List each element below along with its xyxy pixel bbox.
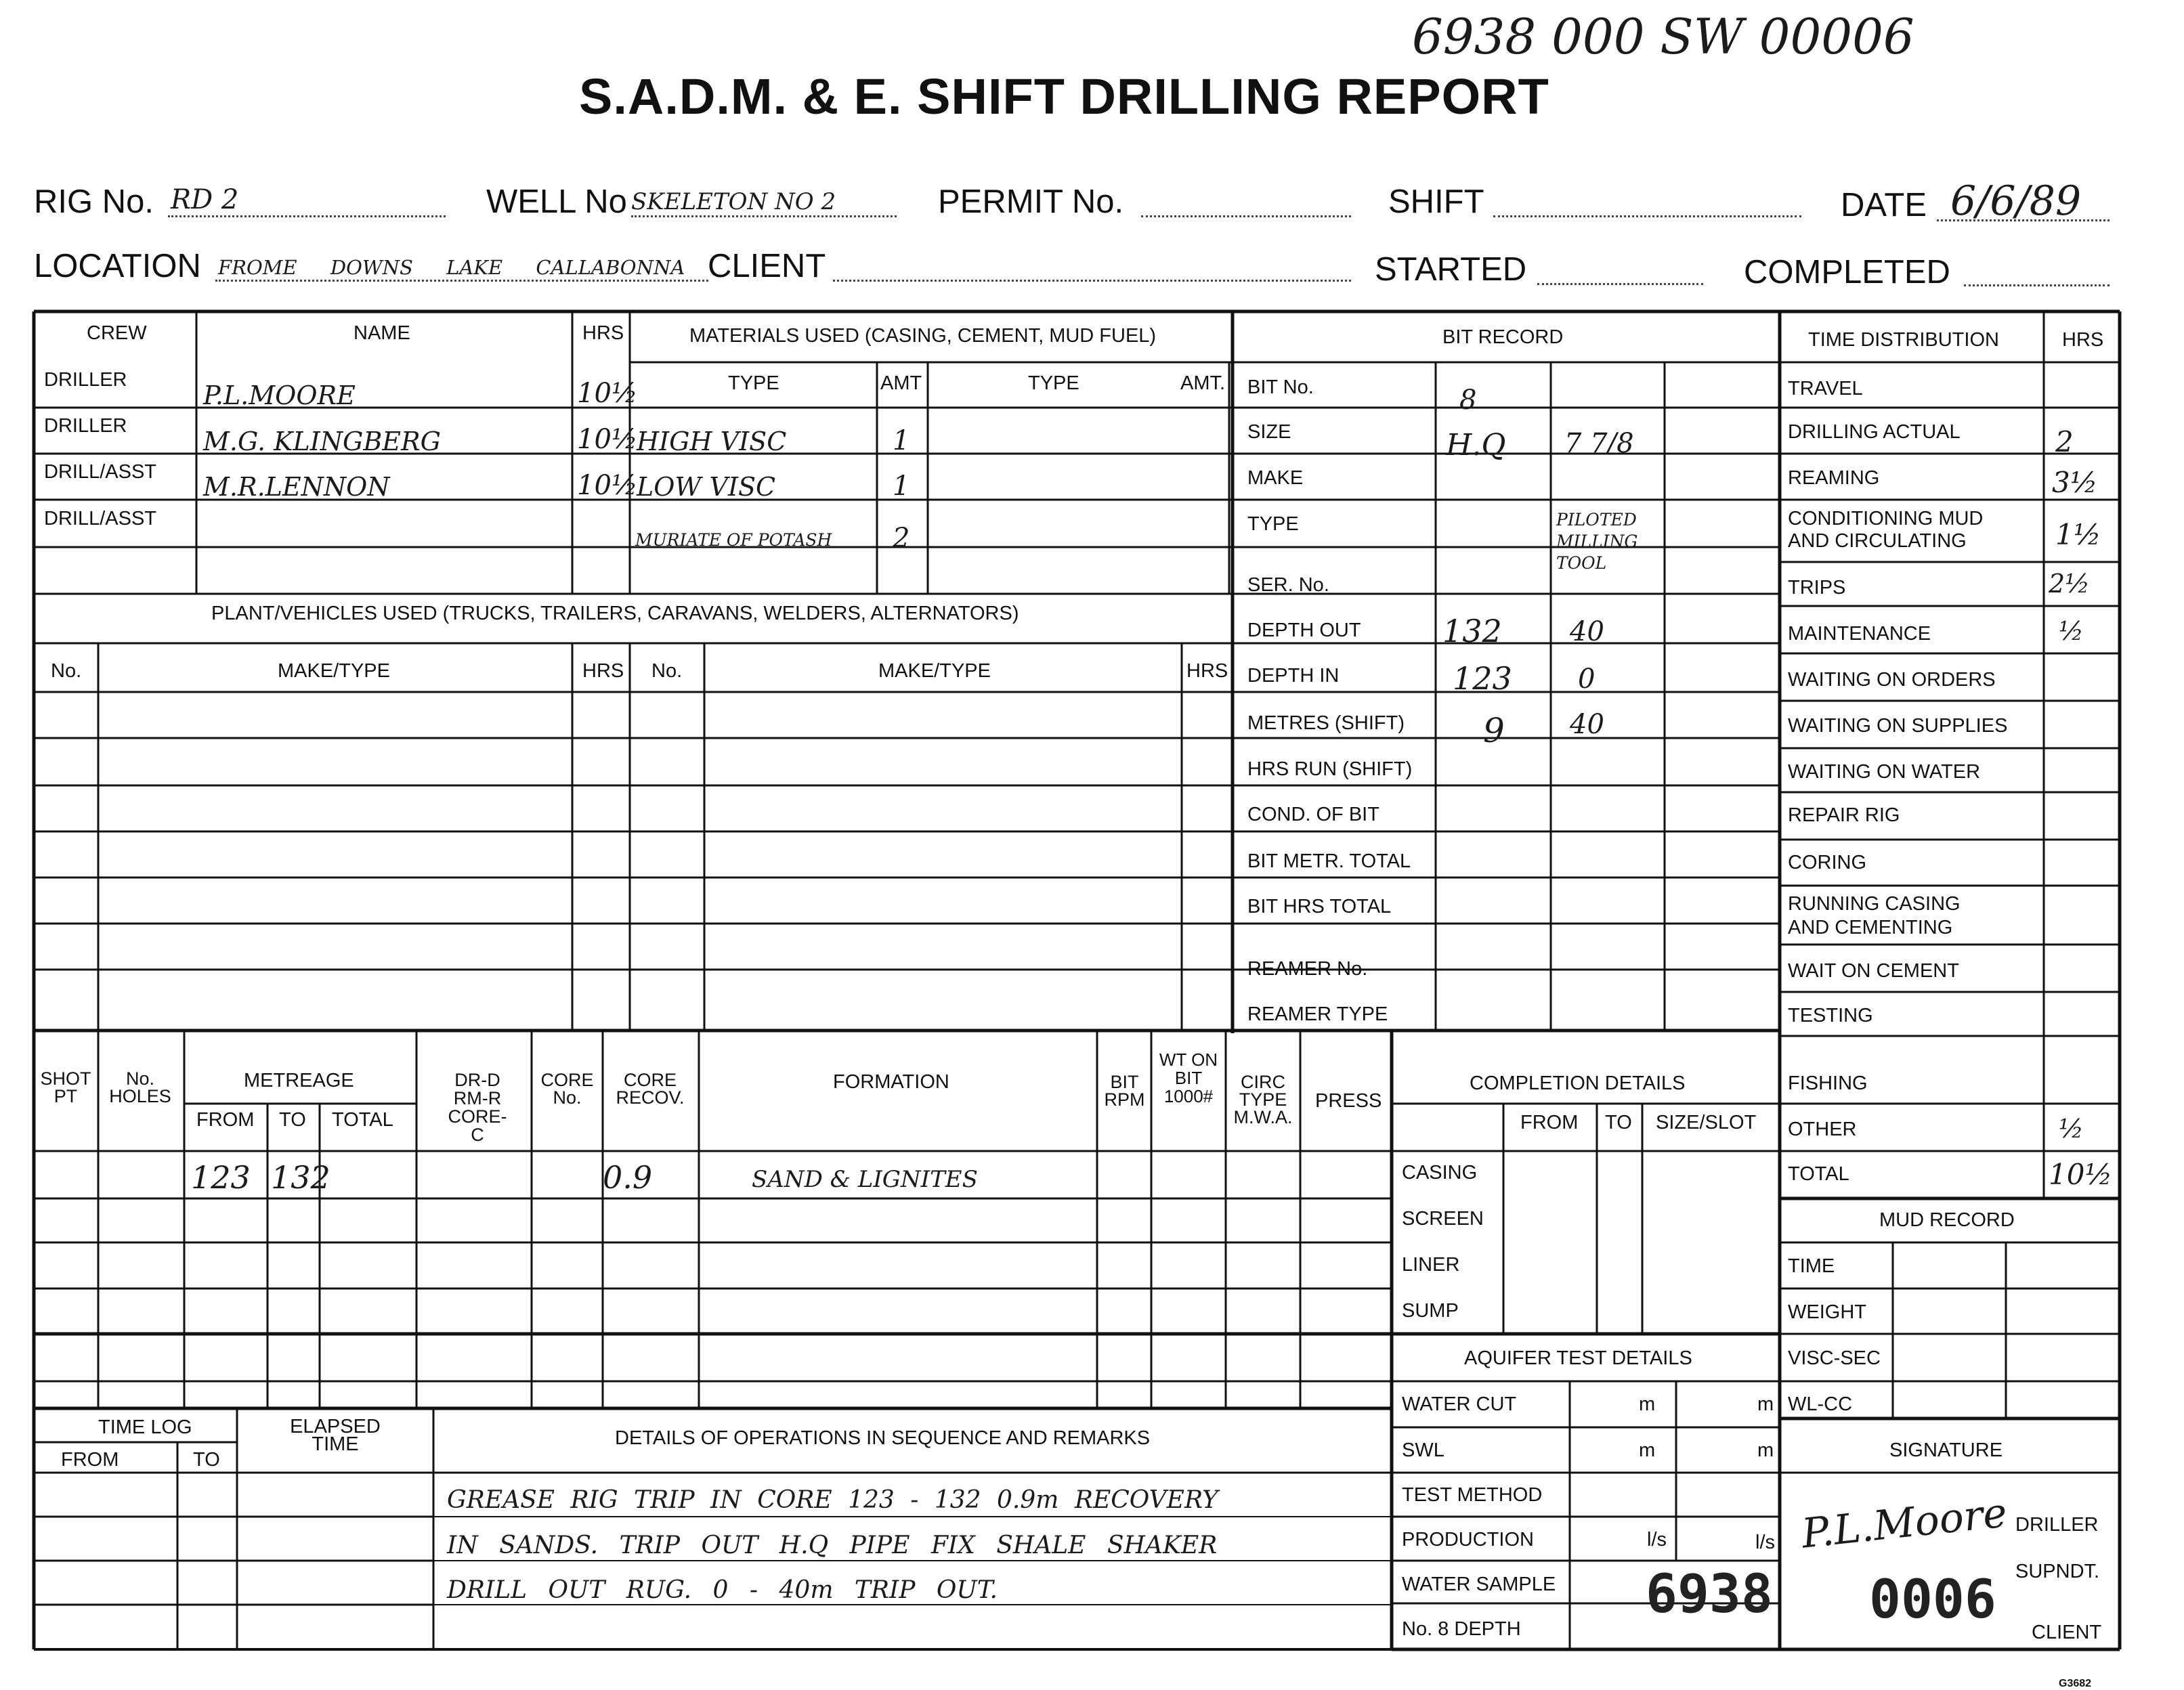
- mud-record-header: MUD RECORD: [1879, 1209, 2015, 1231]
- bit-label-10: COND. OF BIT: [1247, 804, 1379, 825]
- hrs-header: HRS: [582, 322, 624, 344]
- td-label-maintenance: MAINTENANCE: [1788, 623, 1931, 645]
- crew-role-3: DRILL/ASST: [44, 461, 156, 483]
- signature-driller-label: DRILLER: [2015, 1514, 2099, 1536]
- plant-make-header-1: MAKE/TYPE: [278, 660, 390, 682]
- plant-no-header-2: No.: [651, 660, 683, 682]
- td-label-travel: TRAVEL: [1788, 378, 1863, 399]
- aquifer-unit-m-4: m: [1757, 1439, 1774, 1461]
- metreage-header: METREAGE: [244, 1070, 354, 1091]
- location-value: FROME DOWNS LAKE CALLABONNA: [218, 256, 685, 279]
- signature-supndt-label: SUPNDT.: [2015, 1561, 2100, 1582]
- material-amt-4: 2: [893, 523, 910, 554]
- date-value: 6/6/89: [1950, 177, 2082, 225]
- time-dist-header: TIME DISTRIBUTION: [1808, 329, 1999, 351]
- bit-label-12: BIT HRS TOTAL: [1247, 896, 1392, 917]
- signature-client-label: CLIENT: [2032, 1622, 2102, 1643]
- crew-header: CREW: [87, 322, 147, 344]
- bit-rpm-header: BIT RPM: [1104, 1072, 1145, 1110]
- log-to-value: 132: [271, 1159, 330, 1196]
- plant-hrs-header-2: HRS: [1186, 660, 1228, 682]
- date-label: DATE: [1841, 187, 1927, 223]
- started-label: STARTED: [1375, 251, 1527, 288]
- plant-header: PLANT/VEHICLES USED (TRUCKS, TRAILERS, CARAVANS, WELDERS, ALTERNATORS): [211, 603, 1019, 624]
- crew-hrs-1: 10½: [577, 378, 638, 409]
- completion-from-header: FROM: [1520, 1112, 1579, 1133]
- time-log-from-header: FROM: [61, 1449, 119, 1471]
- bit-label-1: BIT No.: [1247, 376, 1314, 398]
- bit-label-8: METRES (SHIFT): [1247, 712, 1405, 734]
- crew-role-1: DRILLER: [44, 369, 127, 391]
- depth-in-value-1: 123: [1453, 660, 1512, 697]
- td-hrs-maintenance: ½: [2059, 616, 2084, 646]
- metres-value-2: 40: [1570, 709, 1604, 740]
- td-hrs-total: 10½: [2049, 1158, 2113, 1191]
- wt-on-bit-header: WT ON BIT 1000#: [1159, 1049, 1218, 1106]
- driller-signature: P.L.Moore: [1799, 1489, 2009, 1558]
- aquifer-unit-ls-2: l/s: [1755, 1532, 1775, 1553]
- aquifer-water-cut: WATER CUT: [1402, 1393, 1517, 1415]
- completion-liner: LINER: [1402, 1254, 1460, 1276]
- td-label-other: OTHER: [1788, 1119, 1857, 1140]
- rig-value: RD 2: [171, 184, 239, 215]
- td-label-conditioning: CONDITIONING MUD AND CIRCULATING: [1788, 508, 1984, 552]
- aquifer-unit-m-2: m: [1757, 1393, 1774, 1415]
- mud-visc: VISC-SEC: [1788, 1347, 1881, 1369]
- material-type2-header: TYPE: [1028, 372, 1079, 394]
- td-label-repair: REPAIR RIG: [1788, 804, 1900, 826]
- crew-hrs-3: 10½: [577, 470, 638, 501]
- well-label: WELL No: [486, 183, 627, 220]
- td-label-trips: TRIPS: [1788, 577, 1846, 599]
- aquifer-header: AQUIFER TEST DETAILS: [1464, 1347, 1692, 1369]
- aquifer-no8-depth: No. 8 DEPTH: [1402, 1618, 1521, 1640]
- td-label-running-casing: RUNNING CASING AND CEMENTING: [1788, 893, 1961, 938]
- log-recov-value: 0.9: [603, 1159, 653, 1196]
- material-amt2-header: AMT.: [1180, 372, 1226, 394]
- completion-sump: SUMP: [1402, 1300, 1459, 1322]
- details-line-1: GREASE RIG TRIP IN CORE 123 - 132 0.9m RECOVERY: [447, 1486, 1218, 1514]
- td-label-orders: WAITING ON ORDERS: [1788, 669, 1996, 691]
- bit-label-3: MAKE: [1247, 467, 1304, 489]
- core-recov-header: CORE RECOV.: [616, 1070, 685, 1108]
- page-title: S.A.D.M. & E. SHIFT DRILLING REPORT: [579, 68, 1549, 125]
- circ-type-header: CIRC TYPE M.W.A.: [1233, 1072, 1293, 1127]
- crew-hrs-2: 10½: [577, 424, 638, 455]
- td-label-supplies: WAITING ON SUPPLIES: [1788, 715, 2008, 737]
- td-label-testing: TESTING: [1788, 1005, 1873, 1026]
- crew-name-2: M.G. KLINGBERG: [203, 427, 442, 456]
- depth-out-value-2: 40: [1570, 616, 1604, 647]
- metres-value-1: 9: [1483, 711, 1505, 750]
- aquifer-unit-ls-1: l/s: [1647, 1529, 1667, 1551]
- td-label-fishing: FISHING: [1788, 1072, 1868, 1094]
- depth-in-value-2: 0: [1578, 664, 1596, 695]
- mud-wl: WL-CC: [1788, 1393, 1853, 1415]
- form-code: G3682: [2059, 1678, 2092, 1689]
- bit-record-header: BIT RECORD: [1442, 326, 1564, 348]
- metreage-from-header: FROM: [196, 1109, 255, 1131]
- bit-label-4: TYPE: [1247, 513, 1299, 535]
- bit-label-5: SER. No.: [1247, 574, 1329, 596]
- td-hrs-trips: 2½: [2049, 569, 2091, 599]
- completed-label: COMPLETED: [1744, 254, 1950, 290]
- bit-label-2: SIZE: [1247, 421, 1291, 443]
- plant-no-header-1: No.: [51, 660, 82, 682]
- td-hrs-other: ½: [2059, 1114, 2084, 1144]
- details-line-2: IN SANDS. TRIP OUT H.Q PIPE FIX SHALE SHAKER: [447, 1532, 1218, 1559]
- crew-role-2: DRILLER: [44, 415, 127, 437]
- details-header: DETAILS OF OPERATIONS IN SEQUENCE AND REMARKS: [615, 1427, 1151, 1449]
- crew-name-3: M.R.LENNON: [203, 472, 390, 502]
- material-type-2: HIGH VISC: [637, 427, 787, 456]
- material-type-4: MURIATE OF POTASH: [635, 530, 832, 550]
- permit-label: PERMIT No.: [938, 183, 1124, 220]
- document-id: 6938 000 SW 00006: [1412, 8, 1914, 65]
- material-type-header: TYPE: [728, 372, 779, 394]
- formation-header: FORMATION: [833, 1071, 949, 1093]
- plant-hrs-header-1: HRS: [582, 660, 624, 682]
- bit-label-6: DEPTH OUT: [1247, 620, 1361, 641]
- elapsed-time-header: ELAPSED TIME: [290, 1416, 381, 1455]
- aquifer-test-method: TEST METHOD: [1402, 1484, 1543, 1506]
- completion-casing: CASING: [1402, 1162, 1478, 1184]
- bit-size-value-2: 7 7/8: [1564, 428, 1634, 459]
- bit-label-13: REAMER No.: [1247, 958, 1368, 980]
- mud-weight: WEIGHT: [1788, 1301, 1866, 1323]
- well-value: SKELETON NO 2: [631, 188, 836, 215]
- materials-header: MATERIALS USED (CASING, CEMENT, MUD FUEL): [689, 325, 1157, 347]
- td-label-coring: CORING: [1788, 852, 1866, 873]
- press-header: PRESS: [1315, 1090, 1382, 1112]
- shift-label: SHIFT: [1388, 183, 1484, 220]
- td-hrs-drilling: 2: [2055, 425, 2074, 458]
- completion-screen: SCREEN: [1402, 1208, 1484, 1230]
- completion-size-header: SIZE/SLOT: [1656, 1112, 1757, 1133]
- signature-header: SIGNATURE: [1889, 1439, 2003, 1461]
- no-holes-header: No. HOLES: [109, 1068, 171, 1106]
- metreage-total-header: TOTAL: [332, 1109, 393, 1131]
- stamp-number-left: 6938: [1646, 1564, 1773, 1625]
- td-label-drilling: DRILLING ACTUAL: [1788, 421, 1961, 443]
- bit-label-9: HRS RUN (SHIFT): [1247, 758, 1413, 780]
- bit-no-value: 8: [1459, 385, 1477, 416]
- bit-label-14: REAMER TYPE: [1247, 1003, 1388, 1025]
- material-amt-header: AMT: [880, 372, 922, 394]
- log-from-value: 123: [191, 1159, 251, 1196]
- crew-name-1: P.L.MOORE: [203, 381, 356, 410]
- time-log-to-header: TO: [193, 1449, 220, 1471]
- completion-header: COMPLETION DETAILS: [1470, 1072, 1686, 1094]
- client-label: CLIENT: [708, 248, 826, 284]
- plant-make-header-2: MAKE/TYPE: [878, 660, 991, 682]
- td-hrs-reaming: 3½: [2052, 466, 2098, 499]
- metreage-to-header: TO: [279, 1109, 306, 1131]
- aquifer-unit-m-3: m: [1639, 1439, 1656, 1461]
- aquifer-production: PRODUCTION: [1402, 1529, 1534, 1551]
- core-no-header: CORE No.: [540, 1070, 594, 1108]
- log-formation-value: SAND & LIGNITES: [752, 1166, 978, 1193]
- details-line-3: DRILL OUT RUG. 0 - 40m TRIP OUT.: [447, 1576, 998, 1604]
- completion-to-header: TO: [1605, 1112, 1632, 1133]
- crew-role-4: DRILL/ASST: [44, 508, 156, 529]
- shot-pt-header: SHOT PT: [40, 1068, 91, 1106]
- drd-header: DR-D RM-R CORE-C: [448, 1070, 507, 1145]
- time-log-header: TIME LOG: [98, 1416, 192, 1438]
- td-label-water: WAITING ON WATER: [1788, 761, 1981, 783]
- bit-label-11: BIT METR. TOTAL: [1247, 850, 1411, 872]
- td-label-reaming: REAMING: [1788, 467, 1880, 489]
- aquifer-swl: SWL: [1402, 1439, 1444, 1461]
- material-amt-2: 1: [893, 425, 910, 456]
- location-label: LOCATION: [34, 248, 201, 284]
- bit-type-value: PILOTED MILLING TOOL: [1556, 510, 1638, 573]
- td-label-wait-cement: WAIT ON CEMENT: [1788, 960, 1959, 982]
- rig-label: RIG No.: [34, 183, 154, 220]
- mud-time: TIME: [1788, 1255, 1835, 1277]
- name-header: NAME: [354, 322, 410, 344]
- depth-out-value-1: 132: [1442, 613, 1502, 649]
- bit-size-value-1: H.Q: [1446, 428, 1506, 462]
- aquifer-unit-m-1: m: [1639, 1393, 1656, 1415]
- material-type-3: LOW VISC: [637, 472, 776, 502]
- aquifer-water-sample: WATER SAMPLE: [1402, 1574, 1556, 1595]
- bit-label-7: DEPTH IN: [1247, 665, 1340, 687]
- td-label-total: TOTAL: [1788, 1163, 1849, 1185]
- material-amt-3: 1: [893, 471, 910, 502]
- stamp-number-right: 0006: [1869, 1569, 1996, 1630]
- time-dist-hrs-header: HRS: [2062, 329, 2104, 351]
- td-hrs-conditioning: 1½: [2055, 518, 2101, 551]
